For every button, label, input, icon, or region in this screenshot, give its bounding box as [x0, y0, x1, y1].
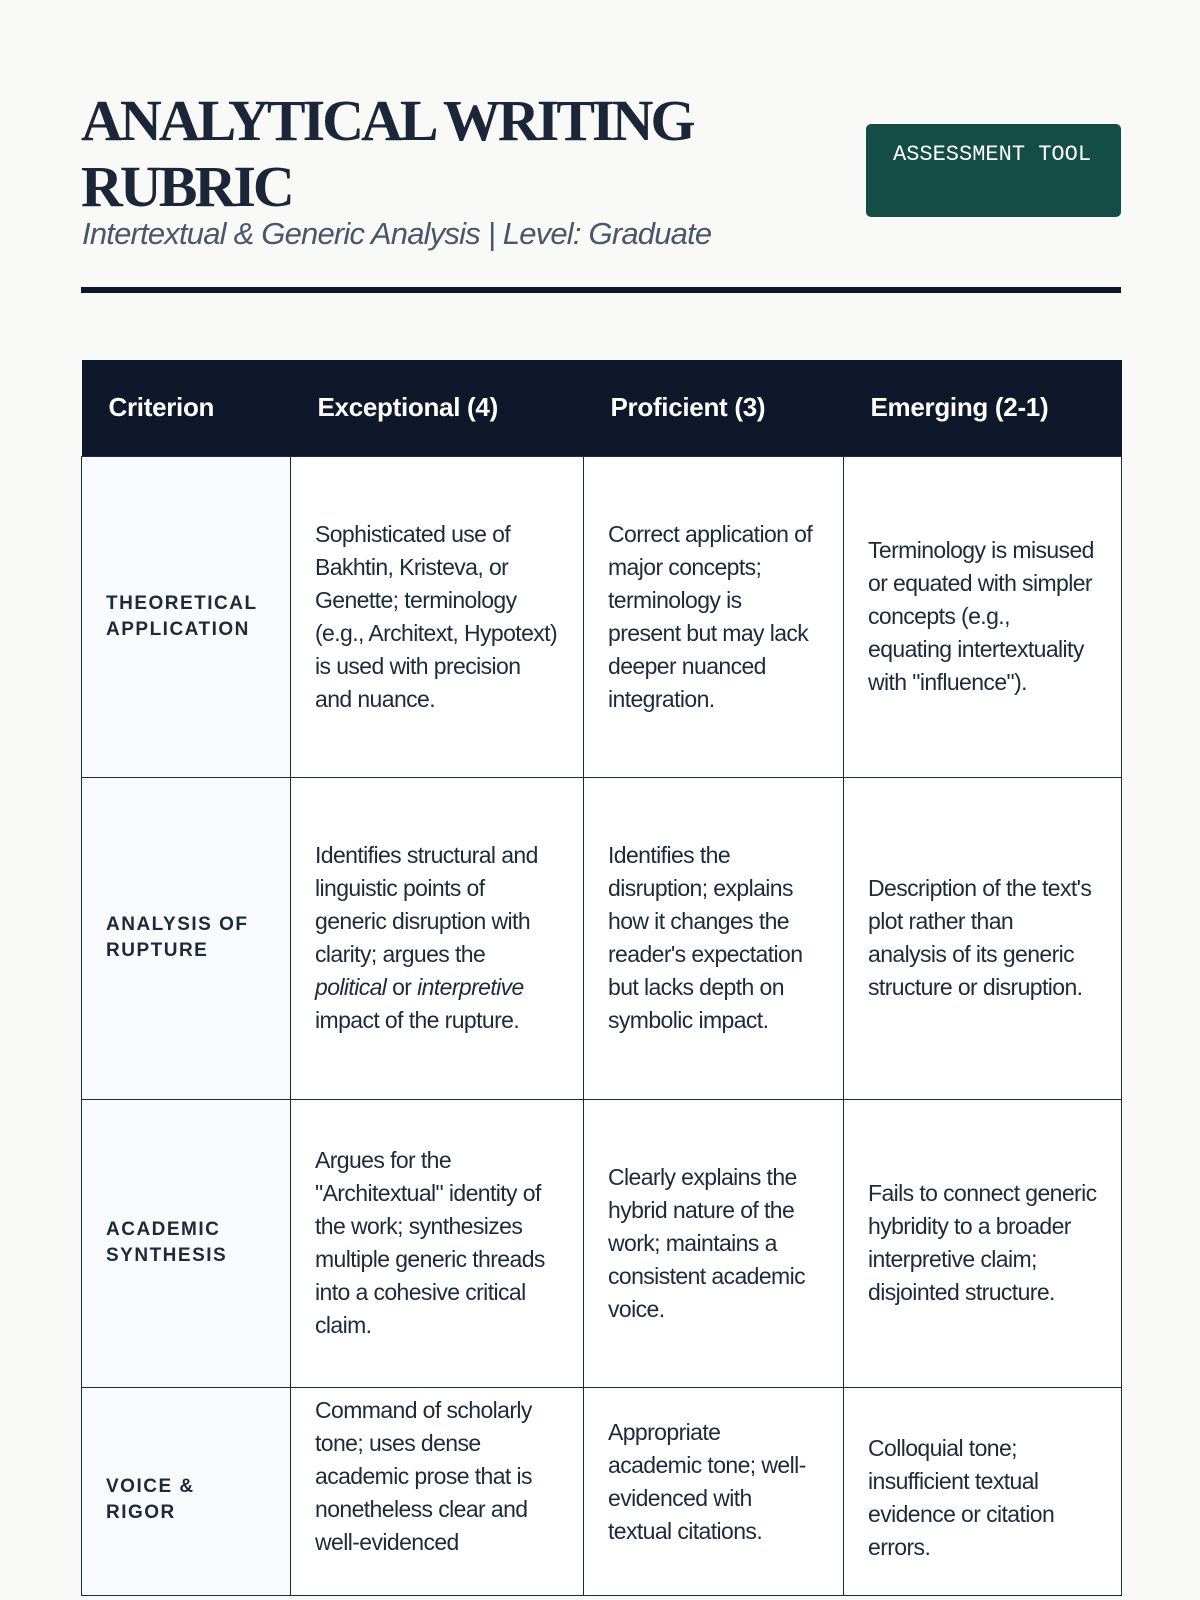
criterion-cell: ACADEMIC SYNTHESIS	[82, 1099, 291, 1387]
criterion-cell: ANALYSIS OF RUPTURE	[82, 777, 291, 1099]
proficient-cell: Clearly explains the hybrid nature of the work; maintains a consistent academic voice.	[584, 1099, 844, 1387]
exceptional-cell	[291, 777, 584, 1099]
emerging-cell: Description of the text's plot rather than analysis of its generic structure or disruption.	[844, 777, 1122, 1099]
emerging-cell: Terminology is misused or equated with simpler concepts (e.g., equating intertextuality with "influence").	[844, 456, 1122, 777]
table-row	[82, 777, 1122, 1099]
column-header-criterion: Criterion	[82, 360, 291, 456]
table-row	[82, 456, 1122, 777]
emphasis-political: political	[315, 974, 387, 1000]
column-header-proficient: Proficient (3)	[584, 360, 844, 456]
text-run: impact of the rupture.	[315, 1007, 520, 1033]
header-divider	[81, 287, 1121, 293]
proficient-cell: Correct application of major concepts; terminology is present but may lack deeper nuanced integration.	[584, 456, 844, 777]
rubric-table	[81, 360, 1122, 1596]
page-subtitle: Intertextual & Generic Analysis | Level: Graduate	[82, 216, 712, 251]
criterion-cell: VOICE & RIGOR	[82, 1387, 291, 1595]
page-title: ANALYTICAL WRITING RUBRIC	[81, 88, 693, 219]
exceptional-cell: Argues for the "Architextual" identity of the work; synthesizes multiple generic threads into a cohesive critical claim.	[291, 1099, 584, 1387]
emerging-cell: Fails to connect generic hybridity to a broader interpretive claim; disjointed structure.	[844, 1099, 1122, 1387]
proficient-cell: Identifies the disruption; explains how it changes the reader's expectation but lacks depth on symbolic impact.	[584, 777, 844, 1099]
emerging-cell: Colloquial tone; insufficient textual evidence or citation errors.	[844, 1387, 1122, 1595]
column-header-emerging: Emerging (2-1)	[844, 360, 1122, 456]
criterion-cell: THEORETICAL APPLICATION	[82, 456, 291, 777]
exceptional-cell: Command of scholarly tone; uses dense academic prose that is nonetheless clear and well-evidenced	[291, 1387, 584, 1595]
text-run: Identifies structural and linguistic points of generic disruption with clarity; argues the	[315, 842, 538, 967]
text-run: or	[386, 974, 418, 1000]
table-row	[82, 1099, 1122, 1387]
assessment-tool-badge: ASSESSMENT TOOL	[866, 124, 1121, 217]
column-header-exceptional: Exceptional (4)	[291, 360, 584, 456]
proficient-cell: Appropriate academic tone; well-evidenced with textual citations.	[584, 1387, 844, 1595]
emphasis-interpretive: interpretive	[417, 974, 524, 1000]
exceptional-cell: Sophisticated use of Bakhtin, Kristeva, or Genette; terminology (e.g., Architext, Hypotext) is used with precision and nuance.	[291, 456, 584, 777]
table-row	[82, 1387, 1122, 1595]
table-header-row	[82, 360, 1122, 456]
